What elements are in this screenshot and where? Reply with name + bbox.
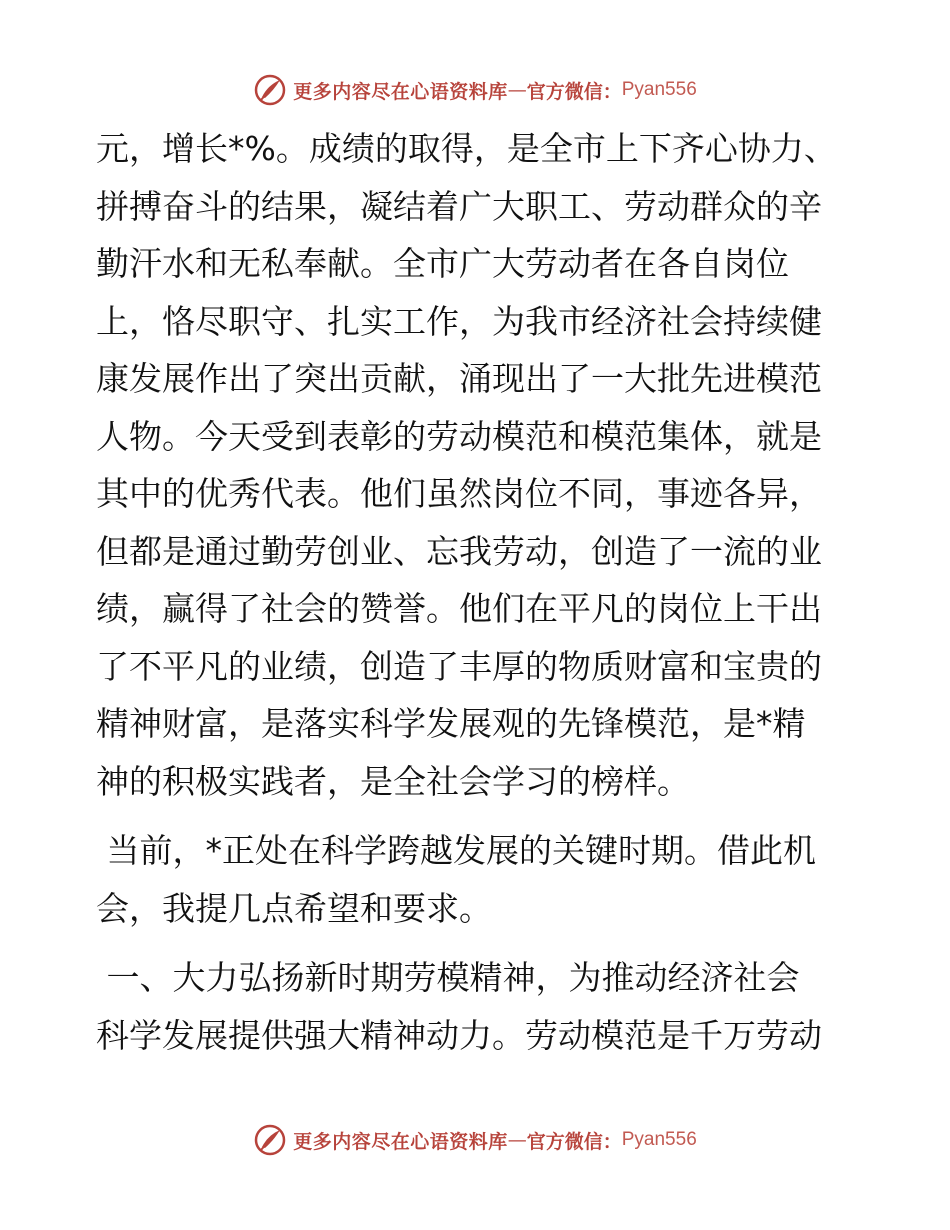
quill-logo-icon xyxy=(253,1123,287,1157)
text-line: 其中的优秀代表。他们虽然岗位不同，事迹各异， xyxy=(96,474,822,513)
text-line: 康发展作出了突出贡献，涌现出了一大批先进模范 xyxy=(96,359,822,398)
text-line: 了不平凡的业绩，创造了丰厚的物质财富和宝贵的 xyxy=(96,646,822,686)
banner-wechat-label: 官方微信： xyxy=(526,80,622,103)
text-line: 绩，赢得了社会的赞誉。他们在平凡的岗位上干出 xyxy=(96,589,822,628)
quill-logo-icon xyxy=(253,73,287,107)
text-line: 人物。今天受到表彰的劳动模范和模范集体，就是 xyxy=(96,416,822,456)
header-banner xyxy=(0,70,950,110)
text-line: 但都是通过勤劳创业、忘我劳动，创造了一流的业 xyxy=(96,531,822,571)
footer-banner xyxy=(0,1120,950,1160)
paragraph-2 xyxy=(96,822,856,937)
text-line: 勤汗水和无私奉献。全市广大劳动者在各自岗位 xyxy=(96,244,789,283)
text-line: 当前，*正处在科学跨越发展的关键时期。借此机 xyxy=(96,831,816,870)
banner-wechat-label: 官方微信： xyxy=(526,1130,622,1153)
text-line: 拼搏奋斗的结果，凝结着广大职工、劳动群众的辛 xyxy=(96,186,822,226)
text-line: 上，恪尽职守、扎实工作，为我市经济社会持续健 xyxy=(96,301,822,341)
banner-separator: — xyxy=(507,79,527,101)
banner-title: 更多内容尽在心语资料库 xyxy=(293,1130,508,1153)
banner-wechat-id: Pyan556 xyxy=(621,1129,697,1150)
text-line: 神的积极实践者，是全社会学习的榜样。 xyxy=(96,761,690,801)
banner-wechat-id: Pyan556 xyxy=(621,79,697,100)
text-line: 会，我提几点希望和要求。 xyxy=(96,888,492,928)
paragraph-3 xyxy=(96,949,856,1064)
text-line: 一、大力弘扬新时期劳模精神，为推动经济社会 xyxy=(96,958,800,997)
banner-separator: — xyxy=(507,1129,527,1151)
text-line: 精神财富，是落实科学发展观的先锋模范，是*精 xyxy=(96,704,806,743)
text-line: 科学发展提供强大精神动力。劳动模范是千万劳动 xyxy=(96,1015,822,1055)
banner-title: 更多内容尽在心语资料库 xyxy=(293,80,508,103)
text-line: 元，增长*%。成绩的取得，是全市上下齐心协力、 xyxy=(96,129,837,168)
body-text xyxy=(96,120,856,1064)
paragraph-1 xyxy=(96,120,856,810)
